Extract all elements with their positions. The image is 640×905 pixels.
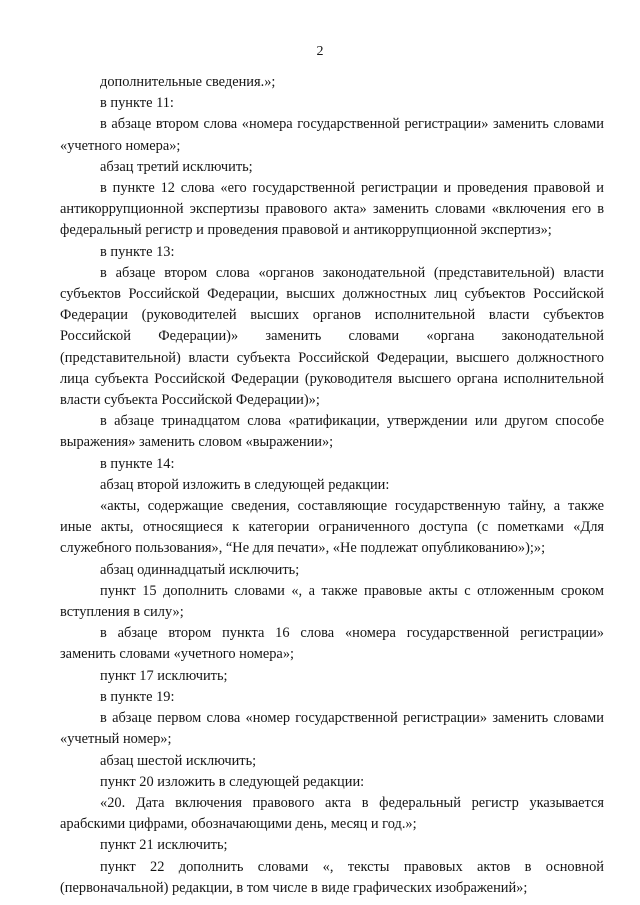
paragraph: абзац одиннадцатый исключить; <box>100 561 300 578</box>
paragraph: в абзаце втором пункта 16 слова «номера государственной регистрации» заменить словами «учетного номера»; <box>60 625 604 663</box>
paragraph: абзац шестой исключить; <box>100 752 257 769</box>
page-number: 2 <box>316 44 324 59</box>
paragraph: пункт 17 исключить; <box>100 667 228 684</box>
paragraph: в абзаце втором слова «органов законодательной (представительной) власти субъектов Российской Федерации, высших должностных лиц субъектов Российской Федерации (руководителей высших органов исполнительной власти субъектов Российской Федерации)» заменить словами «органа законодательной (представительной) власти субъекта Российской Федерации, высшего должностного лица субъекта Российской Федерации (руководителя высшего органа исполнительной власти субъекта Российской Федерации)»; <box>60 264 604 409</box>
paragraph: в пункте 19: <box>100 688 175 705</box>
document-body <box>60 72 604 899</box>
paragraph: «акты, содержащие сведения, составляющие государственную тайну, а также иные акты, относящиеся к категории ограниченного доступа (с пометками «Для служебного пользования», “Не для печати», «Не подлежат опубликованию»);»; <box>60 498 604 557</box>
paragraph: в пункте 12 слова «его государственной регистрации и проведения правовой и антикоррупционной экспертизы правового акта» заменить словами «включения его в федеральный регистр и проведения правовой и антикоррупционной экспертиз»; <box>60 180 604 239</box>
paragraph: в абзаце втором слова «номера государственной регистрации» заменить словами «учетного номера»; <box>60 116 604 154</box>
paragraph: в абзаце первом слова «номер государственной регистрации» заменить словами «учетный номер»; <box>60 710 604 748</box>
paragraph: пункт 22 дополнить словами «, тексты правовых актов в основной (первоначальной) редакции, в том числе в виде графических изображений»; <box>60 858 604 896</box>
paragraph: пункт 20 изложить в следующей редакции: <box>100 773 365 790</box>
paragraph: в пункте 11: <box>100 95 174 112</box>
paragraph: абзац третий исключить; <box>100 158 253 175</box>
paragraph: дополнительные сведения.»; <box>100 74 276 90</box>
paragraph: в абзаце тринадцатом слова «ратификации, утверждении или другом способе выражения» заменить словом «выражении»; <box>60 413 604 451</box>
paragraph: пункт 15 дополнить словами «, а также правовые акты с отложенным сроком вступления в силу»; <box>60 582 604 621</box>
paragraph: «20. Дата включения правового акта в федеральный регистр указывается арабскими цифрами, обозначающими день, месяц и год.»; <box>60 794 604 833</box>
paragraph: в пункте 14: <box>100 455 175 472</box>
paragraph: абзац второй изложить в следующей редакции: <box>100 476 390 493</box>
paragraph: пункт 21 исключить; <box>100 837 228 854</box>
paragraph: в пункте 13: <box>100 243 175 260</box>
